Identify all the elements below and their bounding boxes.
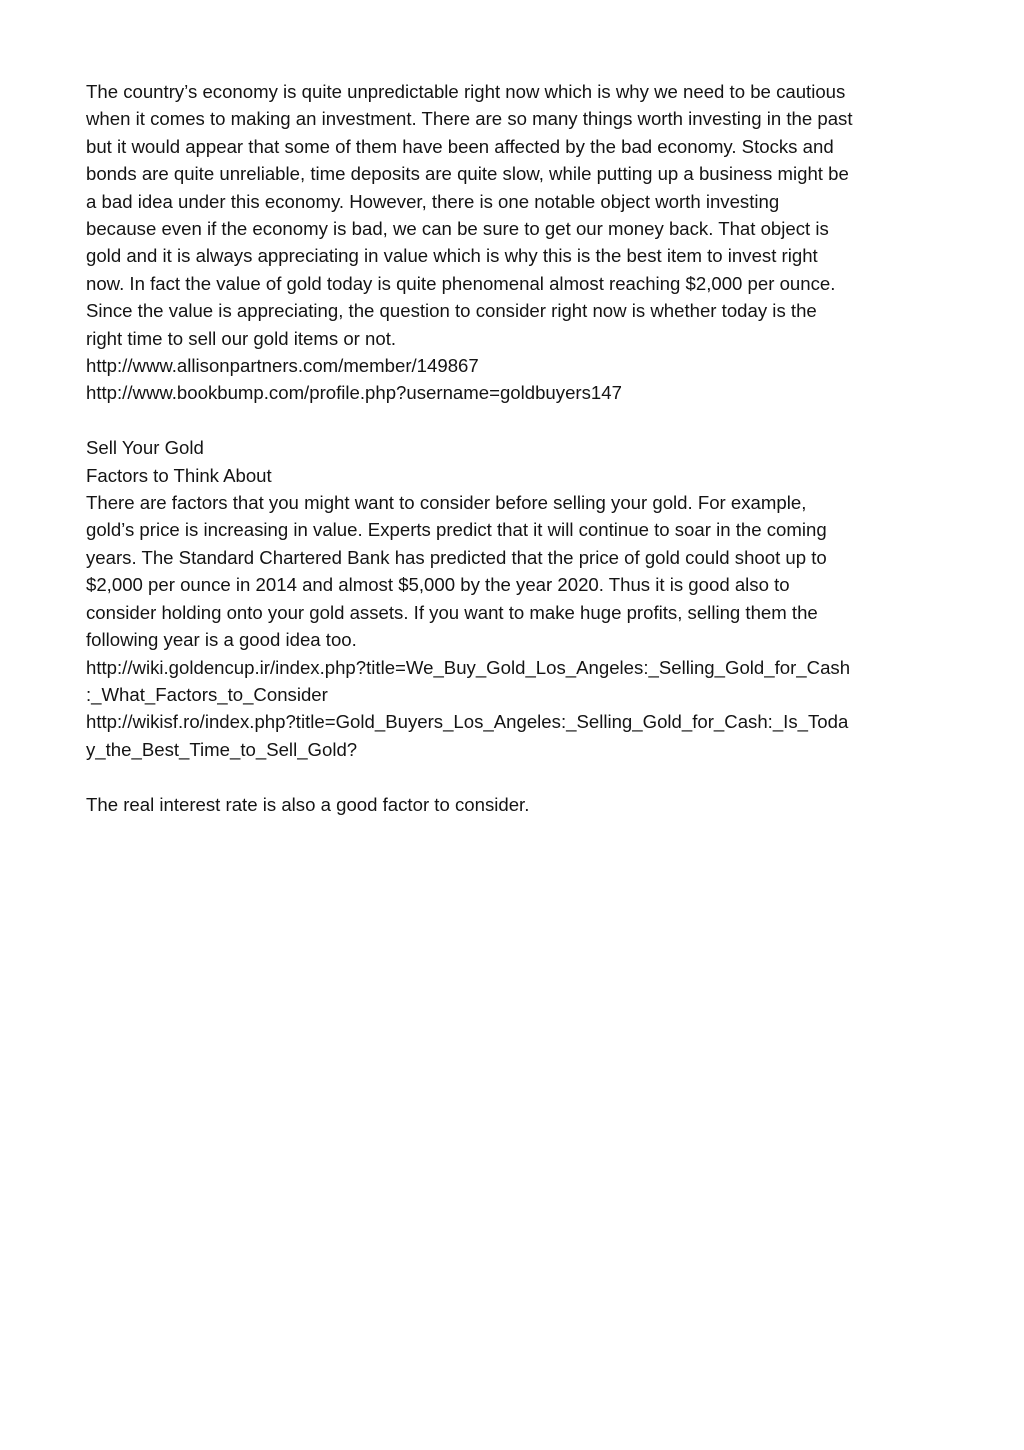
paragraph-line: when it comes to making an investment. There are so many things worth investing in the past <box>86 108 853 130</box>
url-line: y_the_Best_Time_to_Sell_Gold? <box>86 738 358 760</box>
paragraph-line: gold’s price is increasing in value. Experts predict that it will continue to soar in the coming <box>86 519 827 541</box>
paragraph-line: right time to sell our gold items or not. <box>86 327 397 349</box>
paragraph-line: Since the value is appreciating, the question to consider right now is whether today is the <box>86 300 817 322</box>
url-link-wrapped <box>86 708 944 763</box>
paragraph-line: consider holding onto your gold assets. If you want to make huge profits, selling them the <box>86 601 818 623</box>
paragraph-line: $2,000 per ounce in 2014 and almost $5,000 by the year 2020. Thus it is good also to <box>86 574 790 596</box>
section-subheading: Factors to Think About <box>86 464 272 486</box>
blank-line <box>86 407 944 434</box>
url-line: :_What_Factors_to_Consider <box>86 683 328 705</box>
paragraph-line: bonds are quite unreliable, time deposits are quite slow, while putting up a business might be <box>86 163 849 185</box>
url-line: http://wiki.goldencup.ir/index.php?title=We_Buy_Gold_Los_Angeles:_Selling_Gold_for_Cash <box>86 656 851 678</box>
paragraph-line: now. In fact the value of gold today is quite phenomenal almost reaching $2,000 per ounce. <box>86 272 836 294</box>
paragraph-line: following year is a good idea too. <box>86 629 357 651</box>
paragraph-line: The country’s economy is quite unpredictable right now which is why we need to be cautious <box>86 81 846 102</box>
intro-paragraph <box>86 78 944 352</box>
closing-sentence: The real interest rate is also a good factor to consider. <box>86 793 530 815</box>
document-page <box>86 78 944 818</box>
paragraph-line: but it would appear that some of them have been affected by the bad economy. Stocks and <box>86 135 834 157</box>
paragraph-line: because even if the economy is bad, we can be sure to get our money back. That object is <box>86 218 829 240</box>
paragraph-line: years. The Standard Chartered Bank has predicted that the price of gold could shoot up to <box>86 546 827 568</box>
url-link: http://www.allisonpartners.com/member/149867 <box>86 355 479 377</box>
paragraph-line: gold and it is always appreciating in value which is why this is the best item to invest right <box>86 245 818 267</box>
paragraph-line: There are factors that you might want to consider before selling your gold. For example, <box>86 492 807 514</box>
blank-line <box>86 763 944 790</box>
url-link-wrapped <box>86 654 944 709</box>
paragraph-line: a bad idea under this economy. However, there is one notable object worth investing <box>86 190 780 212</box>
body-paragraph <box>86 489 944 653</box>
section-heading: Sell Your Gold <box>86 437 204 459</box>
url-line: http://wikisf.ro/index.php?title=Gold_Buyers_Los_Angeles:_Selling_Gold_for_Cash:_Is_Toda <box>86 711 849 733</box>
url-link: http://www.bookbump.com/profile.php?username=goldbuyers147 <box>86 382 622 404</box>
